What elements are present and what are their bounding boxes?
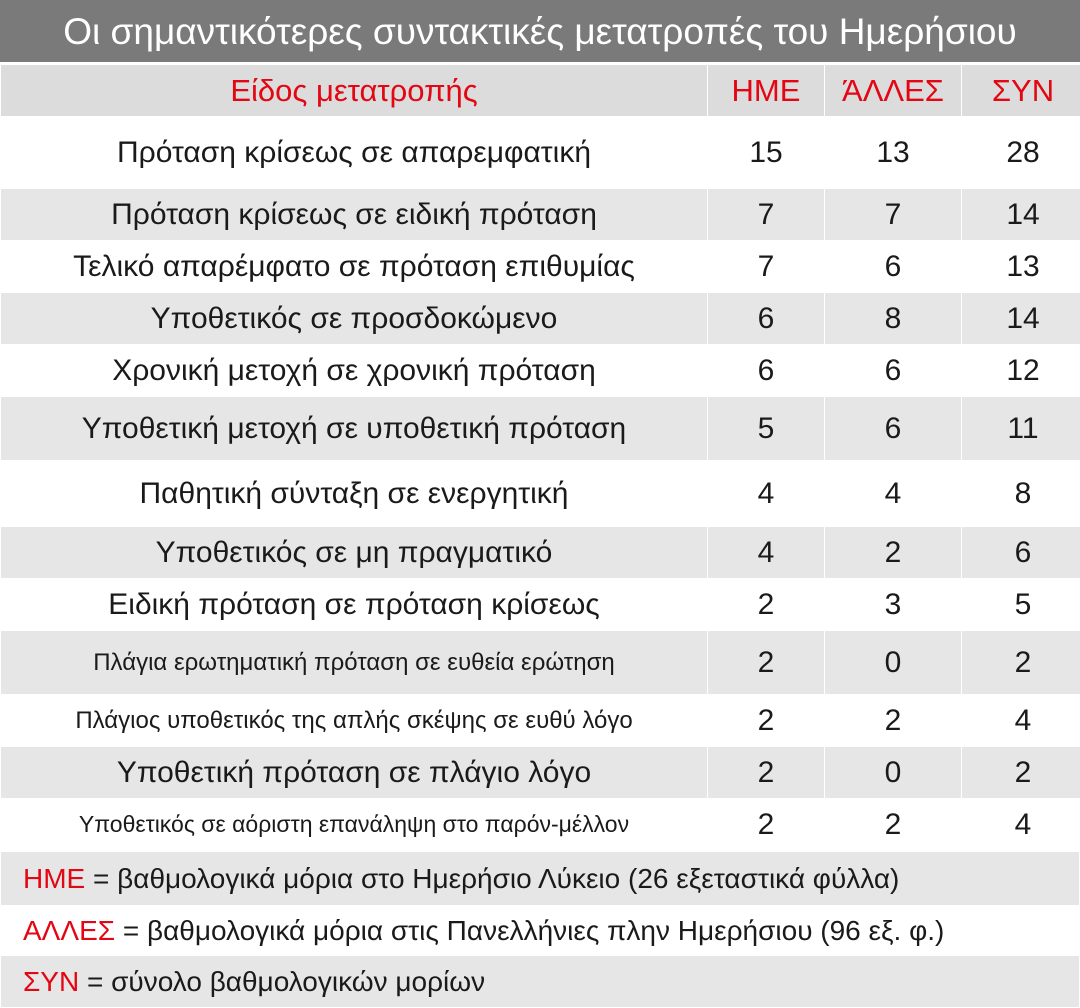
- legend-item: [1, 906, 1080, 956]
- table-row: [1, 579, 1080, 631]
- row-syn: 2: [962, 747, 1080, 799]
- row-alles: 0: [825, 631, 962, 695]
- row-label: Πρόταση κρίσεως σε ειδική πρόταση: [1, 189, 708, 241]
- row-alles: 0: [825, 747, 962, 799]
- row-hme: 15: [708, 117, 825, 189]
- table-row: [1, 241, 1080, 293]
- header-syn: ΣΥΝ: [962, 65, 1080, 117]
- data-table: [0, 64, 1080, 851]
- legend-text: = σύνολο βαθμολογικών μορίων: [79, 966, 485, 997]
- row-syn: 12: [962, 345, 1080, 397]
- legend-row: [1, 906, 1080, 956]
- row-alles: 6: [825, 241, 962, 293]
- table-row: [1, 397, 1080, 461]
- row-hme: 2: [708, 631, 825, 695]
- row-label: Ειδική πρόταση σε πρόταση κρίσεως: [1, 579, 708, 631]
- row-alles: 2: [825, 527, 962, 579]
- row-hme: 4: [708, 527, 825, 579]
- legend-item: [1, 852, 1080, 906]
- table-row: [1, 345, 1080, 397]
- row-label: Υποθετικός σε μη πραγματικό: [1, 527, 708, 579]
- row-label: Πλάγιος υποθετικός της απλής σκέψης σε ευθύ λόγο: [1, 695, 708, 747]
- table-row: [1, 527, 1080, 579]
- table-row: [1, 293, 1080, 345]
- table-row: [1, 117, 1080, 189]
- row-hme: 7: [708, 189, 825, 241]
- row-alles: 13: [825, 117, 962, 189]
- row-hme: 6: [708, 345, 825, 397]
- row-hme: 2: [708, 579, 825, 631]
- row-alles: 2: [825, 695, 962, 747]
- row-syn: 4: [962, 695, 1080, 747]
- table-row: [1, 695, 1080, 747]
- table-row: [1, 461, 1080, 527]
- row-syn: 4: [962, 799, 1080, 851]
- table-row: [1, 799, 1080, 851]
- row-hme: 2: [708, 695, 825, 747]
- table-row: [1, 747, 1080, 799]
- header-alles: ΆΛΛΕΣ: [825, 65, 962, 117]
- row-label: Υποθετική μετοχή σε υποθετική πρόταση: [1, 397, 708, 461]
- header-type: Είδος μετατροπής: [1, 65, 708, 117]
- row-label: Πλάγια ερωτηματική πρόταση σε ευθεία ερώτηση: [1, 631, 708, 695]
- row-label: Παθητική σύνταξη σε ενεργητική: [1, 461, 708, 527]
- row-alles: 8: [825, 293, 962, 345]
- row-hme: 2: [708, 799, 825, 851]
- row-label: Υποθετική πρόταση σε πλάγιο λόγο: [1, 747, 708, 799]
- row-syn: 14: [962, 293, 1080, 345]
- row-syn: 8: [962, 461, 1080, 527]
- legend-text: = βαθμολογικά μόρια στις Πανελλήνιες πλην Ημερήσιου (96 εξ. φ.): [115, 915, 944, 946]
- row-label: Χρονική μετοχή σε χρονική πρόταση: [1, 345, 708, 397]
- row-hme: 2: [708, 747, 825, 799]
- row-syn: 13: [962, 241, 1080, 293]
- row-alles: 7: [825, 189, 962, 241]
- row-hme: 5: [708, 397, 825, 461]
- row-syn: 14: [962, 189, 1080, 241]
- row-label: Τελικό απαρέμφατο σε πρόταση επιθυμίας: [1, 241, 708, 293]
- table-row: [1, 189, 1080, 241]
- header-row: [1, 65, 1080, 117]
- row-label: Υποθετικός σε προσδοκώμενο: [1, 293, 708, 345]
- row-syn: 28: [962, 117, 1080, 189]
- row-alles: 2: [825, 799, 962, 851]
- row-alles: 6: [825, 397, 962, 461]
- row-syn: 2: [962, 631, 1080, 695]
- row-alles: 6: [825, 345, 962, 397]
- table-row: [1, 631, 1080, 695]
- row-hme: 6: [708, 293, 825, 345]
- row-label: Πρόταση κρίσεως σε απαρεμφατική: [1, 117, 708, 189]
- row-syn: 5: [962, 579, 1080, 631]
- row-syn: 6: [962, 527, 1080, 579]
- legend-text: = βαθμολογικά μόρια στο Ημερήσιο Λύκειο (26 εξεταστικά φύλλα): [85, 863, 899, 894]
- legend: [0, 851, 1080, 1008]
- row-label: Υποθετικός σε αόριστη επανάληψη στο παρόν-μέλλον: [1, 799, 708, 851]
- row-syn: 11: [962, 397, 1080, 461]
- row-hme: 4: [708, 461, 825, 527]
- header-hme: ΗΜΕ: [708, 65, 825, 117]
- legend-term: ΗΜΕ: [23, 863, 85, 894]
- legend-term: ΑΛΛΕΣ: [23, 915, 115, 946]
- table-title: Οι σημαντικότερες συντακτικές μετατροπές του Ημερήσιου: [0, 0, 1080, 64]
- legend-term: ΣΥΝ: [23, 966, 79, 997]
- row-hme: 7: [708, 241, 825, 293]
- row-alles: 3: [825, 579, 962, 631]
- legend-row: [1, 852, 1080, 906]
- row-alles: 4: [825, 461, 962, 527]
